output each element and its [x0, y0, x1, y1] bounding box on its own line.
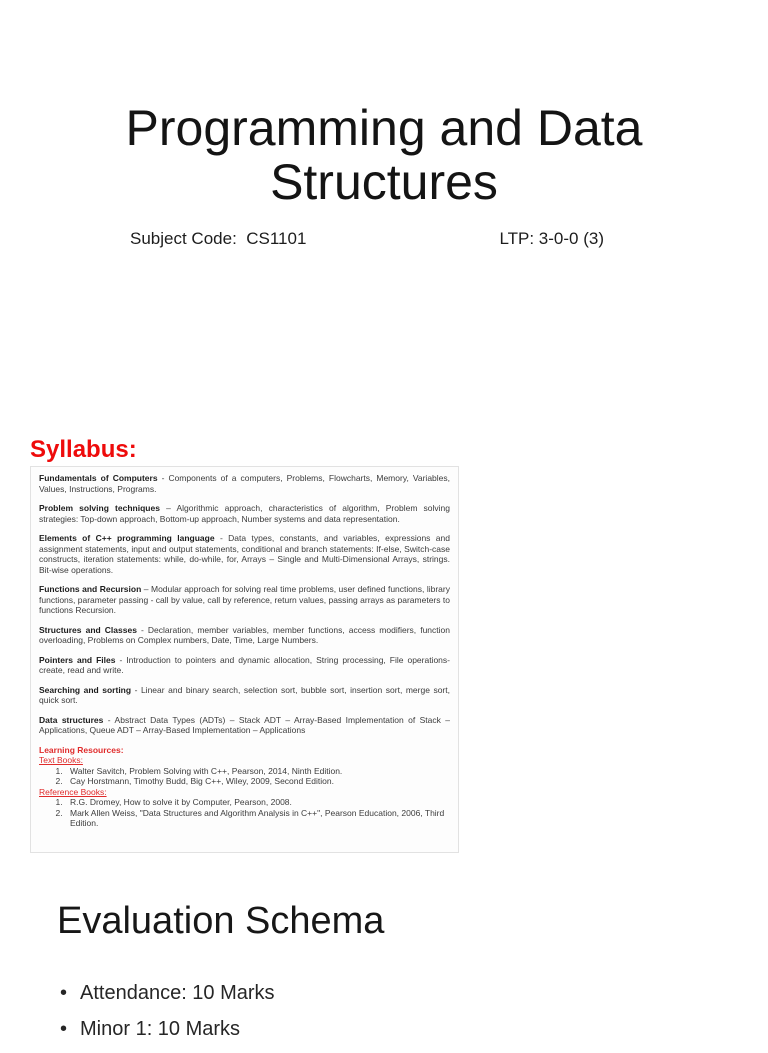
reference-book-item: 2. Mark Allen Weiss, "Data Structures and Algorithm Analysis in C++", Pearson Education, 2006, Third Edition.	[65, 808, 450, 829]
syllabus-section	[39, 473, 450, 494]
reference-books-heading: Reference Books:	[39, 786, 107, 797]
text-books-list	[39, 766, 450, 787]
syllabus-section-term: Searching and sorting	[39, 684, 132, 695]
bullet-marker-icon: •	[60, 1018, 68, 1040]
text-books-heading: Text Books:	[39, 755, 83, 765]
text-book-item: 1. Walter Savitch, Problem Solving with C++, Pearson, 2014, Ninth Edition.	[65, 766, 450, 777]
syllabus-section-term: Elements of C++ programming language	[39, 533, 215, 543]
reference-books-list	[39, 797, 450, 829]
syllabus-section	[39, 715, 450, 736]
bullet-text: Minor 1: 10 Marks	[80, 1018, 241, 1040]
syllabus-section-desc: - Introduction to pointers and dynamic allocation, String processing, File operations-create, read and write.	[39, 654, 450, 675]
course-meta-row	[130, 229, 604, 249]
syllabus-section-term: Data structures	[39, 714, 104, 725]
bullet-item-minor1	[60, 1017, 275, 1042]
syllabus-section-term: Pointers and Files	[39, 654, 116, 665]
syllabus-section-desc: - Components of a computers, Problems, Flowcharts, Memory, Variables, Values, Instructions, Programs.	[39, 473, 450, 494]
syllabus-section	[39, 584, 450, 616]
syllabus-section-term: Structures and Classes	[39, 624, 137, 635]
reference-book-item: 1. R.G. Dromey, How to solve it by Computer, Pearson, 2008.	[65, 797, 450, 808]
syllabus-heading: Syllabus:	[30, 436, 137, 463]
bullet-marker-icon: •	[60, 982, 68, 1004]
syllabus-section-desc: - Linear and binary search, selection sort, bubble sort, insertion sort, merge sort, quick sort.	[39, 684, 450, 705]
syllabus-section	[39, 685, 450, 706]
text-book-item: 2. Cay Horstmann, Timothy Budd, Big C++, Wiley, 2009, Second Edition.	[65, 776, 450, 787]
syllabus-section-term: Problem solving techniques	[39, 503, 160, 513]
subject-code-text: Subject Code: CS1101	[130, 229, 307, 248]
learning-resources-heading: Learning Resources:	[39, 744, 124, 755]
syllabus-section-term: Functions and Recursion	[39, 584, 142, 594]
bullet-item-attendance	[60, 981, 275, 1006]
syllabus-section	[39, 533, 450, 575]
syllabus-section-desc: - Data types, constants, and variables, expressions and assignment statements, input and output statements, conditional and branch statements: If-else, Switch-case constructs, iteration statements: while, do-while, for, Arrays – Single and Multi-Dimensional Arrays, strings. Bit-wise operations.	[39, 533, 450, 575]
syllabus-section-desc: - Declaration, member variables, member functions, access modifiers, function overloading, Problems on Complex numbers, Date, Time, Large Numbers.	[39, 624, 450, 645]
course-title: Programming and Data Structures	[125, 100, 643, 210]
evaluation-schema-heading: Evaluation Schema	[57, 900, 385, 942]
syllabus-section-desc: - Abstract Data Types (ADTs) – Stack ADT – Array-Based Implementation of Stack – Applications, Queue ADT – Array-Based Implementation – Applications	[39, 714, 451, 735]
syllabus-section-term: Fundamentals of Computers	[39, 473, 158, 483]
ltp-text: LTP: 3-0-0 (3)	[499, 229, 604, 248]
syllabus-section	[39, 503, 450, 524]
syllabus-section	[39, 625, 450, 646]
bullet-text: Attendance: 10 Marks	[80, 982, 275, 1004]
syllabus-content-image	[30, 466, 459, 853]
syllabus-section-desc: – Algorithmic approach, characteristics of algorithm, Problem solving strategies: Top-down approach, Bottom-up approach, Number systems and data representation.	[39, 503, 450, 524]
syllabus-section	[39, 655, 450, 676]
evaluation-bullet-list	[60, 981, 275, 1053]
syllabus-section-desc: – Modular approach for solving real time problems, user defined functions, library functions, parameter passing - call by value, call by reference, return values, passing arrays as parameters to functions Recursion.	[39, 584, 450, 615]
